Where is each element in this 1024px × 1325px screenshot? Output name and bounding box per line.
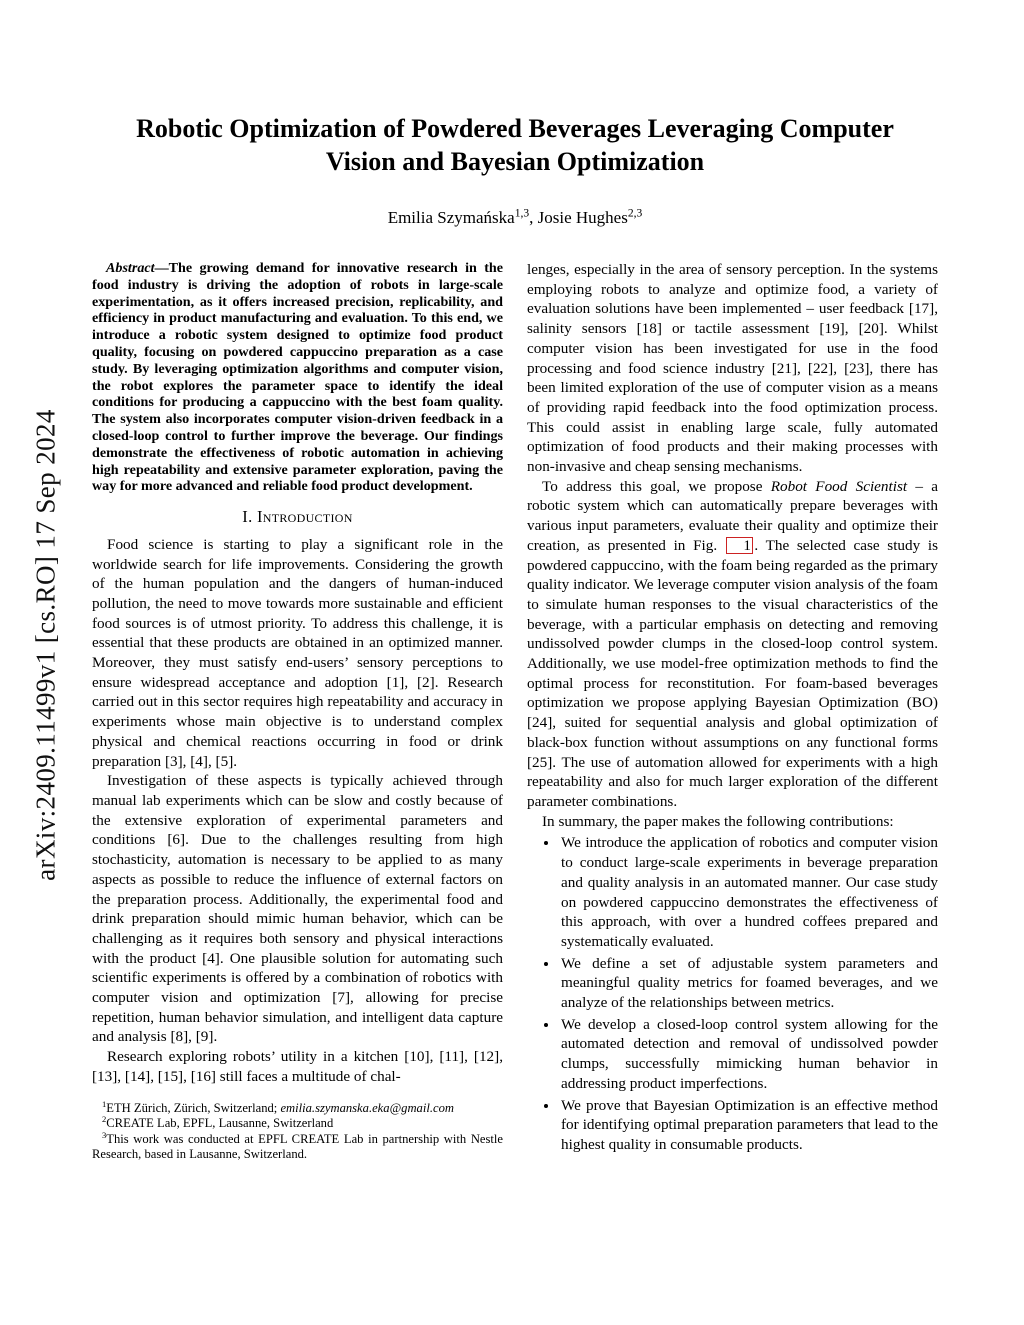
authors-line — [92, 208, 938, 228]
author-name-2: Josie Hughes — [537, 208, 628, 227]
figure-1-reference[interactable]: 1 — [726, 537, 754, 554]
right-paragraph-2 — [527, 477, 938, 812]
paragraph-segment: . The selected case study is powdered cappuccino, with the foam being regarded as the primary quality indicator. We leverage computer vision analysis of the foam to simulate human responses to the visual characteristics of the beverage, with a particular emphasis on detecting and removing undissolved powder clumps in the closed-loop control system. Additionally, we use model-free optimization methods to find the optimal process for reconstitution. For foam-based beverages optimization we propose applying Bayesian Optimization (BO) [24], suited for sequential analysis and global optimization of black-box function without assumptions on any functional forms [25]. The use of automation allowed for experiments with a high repeatability and also for much larger exploration of the different parameter combinations. — [527, 536, 939, 810]
paper-title-line-1: Robotic Optimization of Powdered Beverages Leveraging Computer — [136, 114, 894, 143]
contribution-text: We introduce the application of robotics and computer vision to conduct large-scale experiments in beverage preparation and quality analysis in an automated manner. Our case study on powdered cappuccino demonstrates the effectiveness of this approach, with over a hundred coffees prepared and systematically evaluated. — [561, 834, 938, 950]
contribution-text: We prove that Bayesian Optimization is an effective method for identifying optimal preparation parameters that lead to the highest quality in consumable products. — [561, 1096, 938, 1153]
abstract-label: Abstract — [106, 260, 155, 276]
robot-food-scientist-term: Robot Food Scientist — [770, 477, 908, 495]
abstract-dash: — — [154, 260, 169, 276]
author-name-1: Emilia Szymańska — [387, 208, 515, 227]
footnote-2 — [92, 1113, 503, 1132]
abstract-text: The growing demand for innovative research in the food industry is driving the adoption of robots in large-scale experimentation, as it offers increased precision, replicability, and efficiency in product manufacturing and evaluation. To this end, we introduce a robotic system designed to optimize food product quality, focusing on powdered cappuccino preparation as a case study. By leveraging optimization algorithms and computer vision, the robot explores the parameter space to identify the ideal conditions for producing a cappuccino with the best foam quality. The system also incorporates computer vision-driven feedback in a closed-loop control to further improve the beverage. Our findings demonstrate the effectiveness of robotic automation in achieving high repeatability and extensive parameter exploration, paving the way for more advanced and reliable food product development. — [92, 260, 503, 495]
footnote-3-text: This work was conducted at EPFL CREATE Lab in partnership with Nestle Research, based in Lausanne, Switzerland. — [92, 1131, 503, 1162]
paper-title-line-2: Vision and Bayesian Optimization — [325, 147, 705, 176]
contributions-intro: In summary, the paper makes the following contributions: — [542, 812, 894, 830]
paragraph-segment: – a robotic system which can automatically prepare beverages with various input parameters, evaluate their quality and optimize their creation, as presented in Fig. — [527, 477, 938, 554]
abstract — [92, 260, 503, 495]
intro-paragraph-3: Research exploring robots’ utility in a kitchen [10], [11], [12], [13], [14], [15], [16] still faces a multitude of chal- — [92, 1048, 503, 1085]
author-affiliation-sup-2: 2,3 — [627, 206, 643, 220]
left-column — [92, 260, 503, 1163]
contributions-list — [527, 833, 938, 1154]
footnote-3-marker: 3 — [102, 1129, 107, 1140]
author-affiliation-sup-1: 1,3 — [514, 206, 530, 220]
right-column — [527, 260, 938, 1163]
right-paragraph-1: lenges, especially in the area of sensory perception. In the systems employing robots to analyze and optimize food, a variety of evaluation solutions have been implemented – user feedback [17], salinity sensors [18] or tactile assessment [19], [20]. Whilst computer vision has been investigated for use in the food processing and food science industry [21], [22], [23], there has been limited exploration of the use of computer vision as a means of providing rapid feedback into the food optimization process. This could assist in enabling large scale, fully automated optimization of food products and their making processes with non-invasive and cheap sensing mechanisms. — [527, 261, 938, 476]
arxiv-banner: arXiv:2409.11499v1 [cs.RO] 17 Sep 2024 — [30, 409, 61, 881]
author-separator: , — [529, 208, 538, 227]
footnote-1-marker: 1 — [102, 1098, 107, 1109]
author-email: emilia.szymanska.eka@gmail.com — [280, 1100, 454, 1115]
footnote-1-text: ETH Zürich, Zürich, Switzerland; — [106, 1100, 281, 1115]
intro-paragraph-1: Food science is starting to play a significant role in the worldwide search for life improvements. Considering the growth of the human population and the dangers of human-induced pollution, the need to move towards more sustainable and efficient food sources is of utmost priority. To address this challenge, it is essential that these products are obtained in an optimized manner. Moreover, they must satisfy end-users’ sensory perceptions to ensure widespread acceptance and adoption [1], [2]. Research carried out in this sector requires high repeatability and accuracy in experiments whose main objective is to understand complex physical and chemical reactions occurring in food or drink preparation [3], [4], [5]. — [92, 535, 503, 770]
intro-paragraph-2: Investigation of these aspects is typically achieved through manual lab experiments which can be slow and costly because of the extensive exploration of experimental parameters and conditions [6]. Due to the challenges resulting from high stochasticity, automation is necessary to be applied to as many aspects as possible to reduce the influence of external factors on the preparation process. Additionally, the experimental food and drink preparation should mimic human behavior, which can be challenging as it requires both sensory and physical interactions with the product [4]. One plausible solution for automating such scientific experiments is offered by a combination of robotics with computer vision and optimization [7], allowing for precise repetition, human behavior simulation, and intelligent data capture and analysis [8], [9]. — [92, 772, 503, 1046]
footnotes-block — [92, 1098, 503, 1163]
contribution-item — [559, 1015, 938, 1094]
paper-title — [102, 112, 928, 178]
footnote-1 — [92, 1098, 503, 1117]
footnote-3 — [92, 1129, 503, 1163]
two-column-body — [92, 260, 938, 1163]
contribution-text: We define a set of adjustable system parameters and meaningful quality metrics for foamed beverages, and we analyze of the relationships between metrics. — [561, 954, 938, 1012]
contribution-item — [559, 954, 938, 1013]
contribution-item — [559, 1096, 938, 1155]
paragraph-segment: To address this goal, we propose — [542, 477, 771, 495]
section-heading-introduction: I. Introduction — [242, 507, 353, 527]
contribution-text: We develop a closed-loop control system allowing for the automated detection and removal of undissolved powder clumps, successfully mimicking human behavior in addressing product imperfections. — [561, 1015, 938, 1092]
footnote-2-marker: 2 — [102, 1113, 107, 1124]
contribution-item — [559, 833, 938, 951]
footnote-2-text: CREATE Lab, EPFL, Lausanne, Switzerland — [106, 1116, 334, 1131]
